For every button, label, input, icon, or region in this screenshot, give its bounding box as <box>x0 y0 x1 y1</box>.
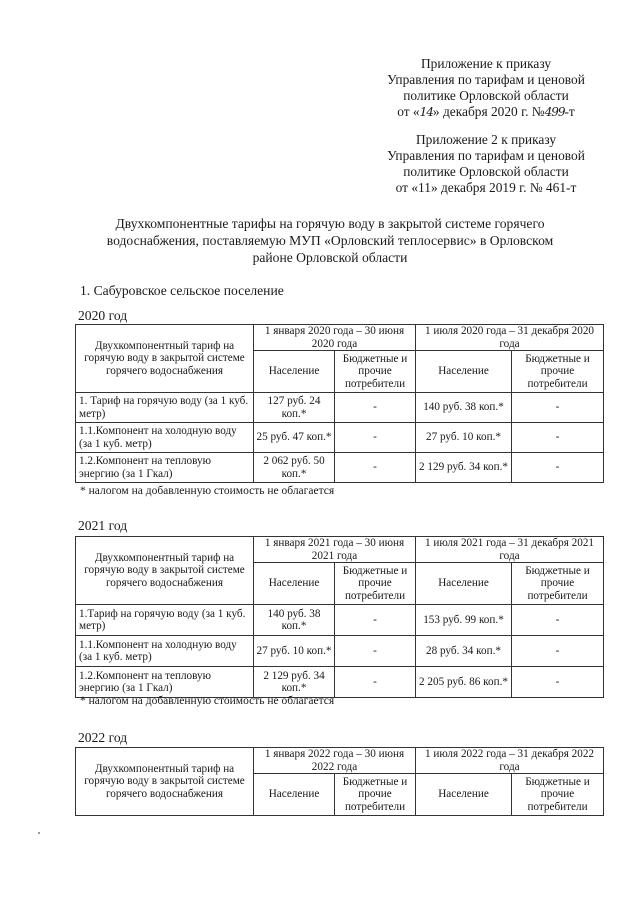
document-title <box>80 215 580 266</box>
cell-value: - <box>512 453 604 483</box>
cell-value: - <box>512 393 604 423</box>
appendix-line: от «11» декабря 2019 г. № 461-т <box>395 180 577 195</box>
appendix-line: Управления по тарифам и ценовой <box>387 72 585 87</box>
column-header-population: Население <box>254 563 335 605</box>
tariff-table-2020 <box>75 324 604 483</box>
table-row <box>76 605 604 636</box>
cell-value: 27 руб. 10 коп.* <box>416 423 512 453</box>
column-header-budget: Бюджетные и прочие потребители <box>512 351 604 393</box>
table-row <box>76 636 604 667</box>
column-header-population: Население <box>416 351 512 393</box>
year-heading: 2022 год <box>78 730 128 745</box>
handwritten-number: 499 <box>544 105 565 119</box>
title-line: районе Орловской области <box>252 250 408 265</box>
cell-value: - <box>512 667 604 698</box>
period-header: 1 января 2022 года – 30 июня 2022 года <box>254 748 416 774</box>
cell-value: - <box>335 453 416 483</box>
column-header-population: Население <box>416 774 512 816</box>
cell-value: - <box>335 667 416 698</box>
cell-value: - <box>512 423 604 453</box>
year-heading: 2020 год <box>78 308 128 323</box>
cell-value: - <box>335 423 416 453</box>
cell-value: 2 129 руб. 34 коп.* <box>416 453 512 483</box>
title-line: водоснабжения, поставляемую МУП «Орловский теплосервис» в Орловском <box>106 233 554 248</box>
row-label: 1.2.Компонент на тепловую энергию (за 1 Гкал) <box>76 667 254 698</box>
period-header: 1 июля 2021 года – 31 декабря 2021 года <box>416 537 604 563</box>
row-label: 1.Тариф на горячую воду (за 1 куб. метр) <box>76 605 254 636</box>
period-header: 1 января 2020 года – 30 июня 2020 года <box>254 325 416 351</box>
cell-value: - <box>335 605 416 636</box>
table-corner-header: Двухкомпонентный тариф на горячую воду в закрытой системе горячего водоснабжения <box>76 537 254 605</box>
cell-value: 2 062 руб. 50 коп.* <box>254 453 335 483</box>
row-label: 1.1.Компонент на холодную воду (за 1 куб. метр) <box>76 636 254 667</box>
year-heading: 2021 год <box>78 518 128 533</box>
column-header-population: Население <box>254 351 335 393</box>
order-date-line: от «14» декабря 2020 г. №499-т <box>397 104 575 119</box>
column-header-budget: Бюджетные и прочие потребители <box>512 774 604 816</box>
column-header-budget: Бюджетные и прочие потребители <box>512 563 604 605</box>
column-header-population: Население <box>254 774 335 816</box>
cell-value: - <box>335 393 416 423</box>
scan-speck <box>38 832 40 834</box>
row-label: 1.2.Компонент на тепловую энергию (за 1 Гкал) <box>76 453 254 483</box>
vat-footnote: * налогом на добавленную стоимость не облагается <box>80 485 335 497</box>
table-row <box>76 667 604 698</box>
table-corner-header: Двухкомпонентный тариф на горячую воду в закрытой системе горячего водоснабжения <box>76 325 254 393</box>
cell-value: 140 руб. 38 коп.* <box>416 393 512 423</box>
cell-value: - <box>512 636 604 667</box>
row-label: 1.1.Компонент на холодную воду (за 1 куб. метр) <box>76 423 254 453</box>
cell-value: 27 руб. 10 коп.* <box>254 636 335 667</box>
column-header-budget: Бюджетные и прочие потребители <box>335 774 416 816</box>
table-row <box>76 423 604 453</box>
cell-value: - <box>512 605 604 636</box>
vat-footnote: * налогом на добавленную стоимость не облагается <box>80 695 335 707</box>
appendix-line: Управления по тарифам и ценовой <box>387 148 585 163</box>
section-heading: 1. Сабуровское сельское поселение <box>80 283 284 298</box>
tariff-table-2021 <box>75 536 604 698</box>
period-header: 1 июля 2022 года – 31 декабря 2022 года <box>416 748 604 774</box>
period-header: 1 января 2021 года – 30 июня 2021 года <box>254 537 416 563</box>
appendix-header-previous <box>376 132 596 196</box>
table-row <box>76 393 604 423</box>
appendix-line: политике Орловской области <box>403 88 569 103</box>
column-header-population: Население <box>416 563 512 605</box>
cell-value: 2 205 руб. 86 коп.* <box>416 667 512 698</box>
cell-value: 28 руб. 34 коп.* <box>416 636 512 667</box>
cell-value: 140 руб. 38 коп.* <box>254 605 335 636</box>
cell-value: - <box>335 636 416 667</box>
appendix-line: Приложение к приказу <box>420 56 552 71</box>
cell-value: 25 руб. 47 коп.* <box>254 423 335 453</box>
cell-value: 2 129 руб. 34 коп.* <box>254 667 335 698</box>
cell-value: 127 руб. 24 коп.* <box>254 393 335 423</box>
row-label: 1. Тариф на горячую воду (за 1 куб. метр) <box>76 393 254 423</box>
period-header: 1 июля 2020 года – 31 декабря 2020 года <box>416 325 604 351</box>
cell-value: 153 руб. 99 коп.* <box>416 605 512 636</box>
appendix-line: политике Орловской области <box>403 164 569 179</box>
table-row <box>76 453 604 483</box>
appendix-line: Приложение 2 к приказу <box>415 132 557 147</box>
appendix-header-current <box>376 56 596 120</box>
column-header-budget: Бюджетные и прочие потребители <box>335 351 416 393</box>
table-corner-header: Двухкомпонентный тариф на горячую воду в закрытой системе горячего водоснабжения <box>76 748 254 816</box>
tariff-table-2022 <box>75 747 604 816</box>
column-header-budget: Бюджетные и прочие потребители <box>335 563 416 605</box>
title-line: Двухкомпонентные тарифы на горячую воду в закрытой системе горячего <box>115 216 545 231</box>
handwritten-day: 14 <box>419 105 433 119</box>
